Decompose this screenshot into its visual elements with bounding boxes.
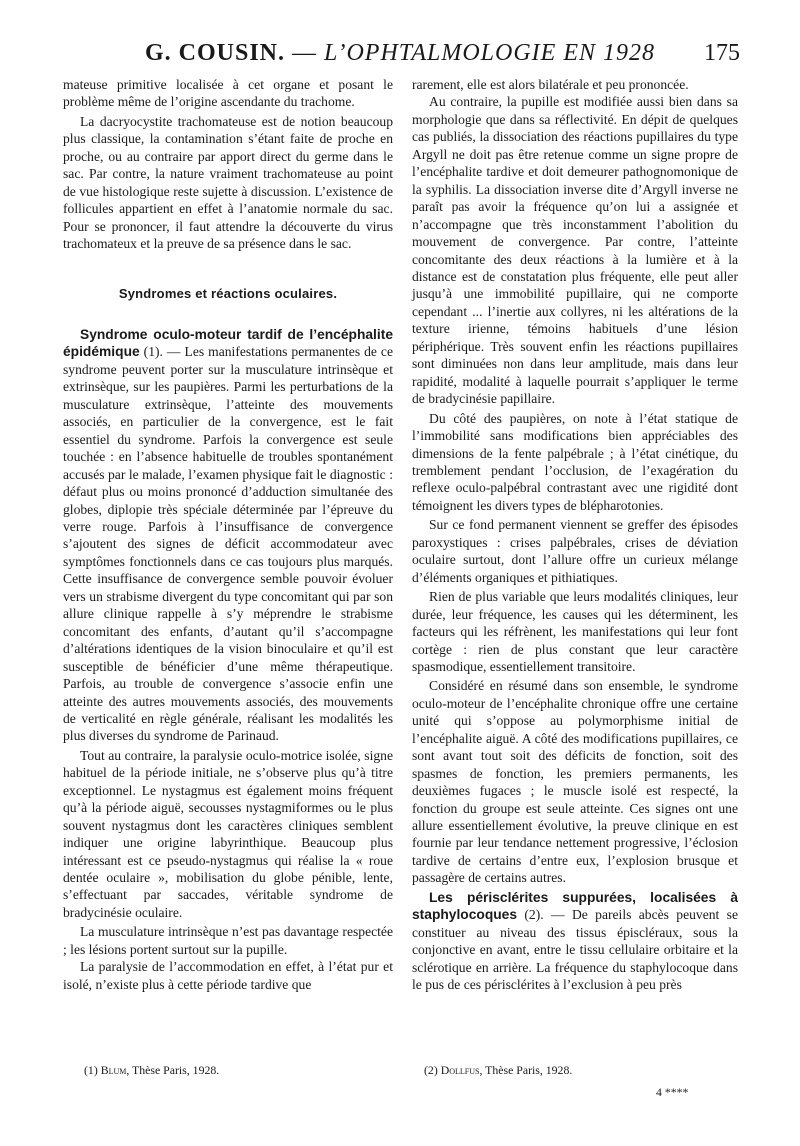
right-column (412, 76, 738, 994)
paragraph-body: De pareils abcès peuvent se constituer au niveau des tissus épiscléraux, sous la conjonctive en avant, entre le tissu cellulaire orbitaire et la sclérotique en arrière. La fréquence du staphylocoque dans le pus de ces périsclérites à l’exclusion à peu près (412, 907, 738, 993)
paragraph: Du côté des paupières, on note à l’état statique de l’immobilité sans modifications bien appréciables des dimensions de la fente palpébrale ; à l’état cinétique, du tremblement pendant l’occlusion, de l’exagération du reflexe oculo-palpébral contrastant avec une rigidité dont témoignent les divers types de blépharotonies. (412, 410, 738, 513)
footnote-number: (2) (424, 1063, 441, 1077)
signature-mark: 4 **** (656, 1085, 689, 1099)
header-work-title: L’OPHTALMOLOGIE EN 1928 (324, 40, 656, 66)
paragraph-body: Les manifestations permanentes de ce syndrome peuvent porter sur la musculature intrinsèque et extrinsèque, sur les paupières. Parmi les perturbations de la musculature extrinsèque, l’atteinte des mouvements associés, en particulier de la convergence, est le fait essentiel du syndrome. Parfois la convergence est seule touchée : en l’absence habituelle de troubles spontanément accusés par le malade, l’examen physique fait le diagnostic : défaut plus ou moins prononcé d’adduction simultanée des globes, diplopie très spéciale déterminée par l’épreuve du verre rouge. Parfois à l’insuffisance de convergence s’ajoutent des signes de déficit accommodateur avec symptômes fonctionnels dans ce cas toujours plus marqués. Cette insuffisance de convergence semble pouvoir évoluer vers un strabisme divergent du type concomitant qui par son allure clinique rappelle à s’y méprendre le strabisme concomitant des enfants, d’autant qu’il s’accompagne d’altérations identiques de la vision binoculaire et qu’il est susceptible de bénéficier d’une même thérapeutique. Parfois, au trouble de convergence s’associe enfin une atteinte des autres mouvements associés, des mouvements de verticalité en règle générale, réalisant les modalités les plus diverses du syndrome de Parinaud. (63, 344, 393, 744)
running-header (60, 40, 740, 70)
section-heading: Syndromes et réactions oculaires. (118, 285, 338, 301)
footnote-number: (1) (84, 1063, 101, 1077)
subsection-title: Les périsclérites suppurées, localisées à staphylocoques (412, 889, 738, 923)
paragraph: Sur ce fond permanent viennent se greffer des épisodes paroxystiques : crises palpébrales, crises de déviation oculaire surtout, dont l’allure offre un curieux mélange d’éléments organiques et pithiatiques. (412, 517, 738, 585)
paragraph: La paralysie de l’accommodation en effet, à l’état pur et isolé, n’existe plus à cette période tardive que (63, 959, 393, 992)
footnote-text: , Thèse Paris, 1928. (126, 1063, 220, 1077)
paragraph: mateuse primitive localisée à cet organe et posant le problème même de l’origine ascendante du trachome. (63, 77, 393, 110)
header-title (60, 40, 740, 67)
paragraph: rarement, elle est alors bilatérale et peu prononcée. (412, 77, 689, 92)
footnote-right (424, 1063, 572, 1078)
paragraph: La musculature intrinsèque n’est pas davantage respectée ; les lésions portent surtout sur la pupille. (63, 924, 393, 957)
subsection-title: Syndrome oculo-moteur tardif de l’encéphalite épidémique (63, 326, 393, 360)
footnote-author: Dollfus (440, 1063, 480, 1077)
paragraph: La dacryocystite trachomateuse est de notion beaucoup plus classique, la contamination s’étant faite de proche en proche, ou au contraire par apport direct du germe dans le sac. Par contre, la nature vraiment trachomateuse au point de vue histologique reste sujette à discussion. L’existence de follicules appartient en effet à l’anatomie normale du sac. Pour se prononcer, il faut attendre la découverte du virus trachomateux et la preuve de sa présence dans le sac. (63, 113, 393, 252)
left-column (63, 76, 393, 993)
footnote-ref: (1). — (139, 344, 185, 360)
paragraph: Tout au contraire, la paralysie oculo-motrice isolée, signe habituel de la période initiale, ne s’observe plus qu’à titre exceptionnel. Le nystagmus est également moins fréquent qu’à la période aiguë, secousses nystagmiformes ou le plus souvent nystagmus dont les caractères cliniques semblent indiquer une origine labyrinthique. Beaucoup plus intéressant est ce pseudo-nystagmus qui réalise la « roue dentée oculaire », mobilisation du globe pénible, lente, s’effectuant par saccades, véritable syndrome de bradycinésie oculaire. (63, 747, 393, 920)
header-separator: — (285, 40, 324, 66)
page-number: 175 (704, 40, 740, 66)
paragraph: Considéré en résumé dans son ensemble, le syndrome oculo-moteur de l’encéphalite chronique offre une certaine unité qui s’oppose au polymorphisme initial de l’encéphalite aiguë. A côté des modifications pupillaires, ce sont avant tout soit des déficits de fonction, soit des spasmes de fonction, les premiers permanents, les deuxièmes fugaces ; le muscle isolé est respecté, la fonction du groupe est seule atteinte. Ces signes ont une allure essentiellement évolutive, la preuve clinique en est fournie par leur tendance nettement progressive, l’éclosion tardive de certains d’entre eux, l’explosion brusque et passagère de certains autres. (412, 678, 738, 886)
footnote-author: Blum (100, 1063, 127, 1077)
footnote-left (84, 1063, 219, 1078)
header-author: G. COUSIN. (144, 40, 285, 66)
footnote-ref: (2). — (517, 907, 572, 923)
paragraph (412, 889, 738, 994)
footnote-text: , Thèse Paris, 1928. (479, 1063, 573, 1077)
paragraph: Au contraire, la pupille est modifiée aussi bien dans sa morphologie que dans sa réflectivité. En dépit de quelques cas publiés, la dissociation des réactions pupillaires du type Argyll ne doit pas être retenue comme un signe propre de l’encéphalite tardive et doit demeurer pathognomonique de la syphilis. La dissociation inverse dite d’Argyll inverse ne paraît pas avoir la fréquence qu’on lui a assignée et n’accompagne que très inconstamment l’abolition du mouvement de convergence. Par contre, l’atteinte concomitante des deux réactions à la lumière et à la distance est de constatation plus fréquente, elle peut aller jusqu’à une immobilité pupillaire, qui ne comporte cependant ... l’inertie aux collyres, ni les altérations de la texture irienne, témoins habituels d’une lésion périphérique. Très souvent enfin les réactions pupillaires sont diminuées non dans leur amplitude, mais dans leur rapidité, modalité à laquelle pourrait s’appliquer le terme de bradycinésie papillaire. (412, 94, 738, 407)
paragraph (63, 326, 393, 745)
paragraph: Rien de plus variable que leurs modalités cliniques, leur durée, leur fréquence, les causes qui les déterminent, les facteurs qui les réfrènent, les manifestations qui leur font cortège : rien de plus constant que leur caractère spasmodique, essentiellement transitoire. (412, 589, 738, 674)
